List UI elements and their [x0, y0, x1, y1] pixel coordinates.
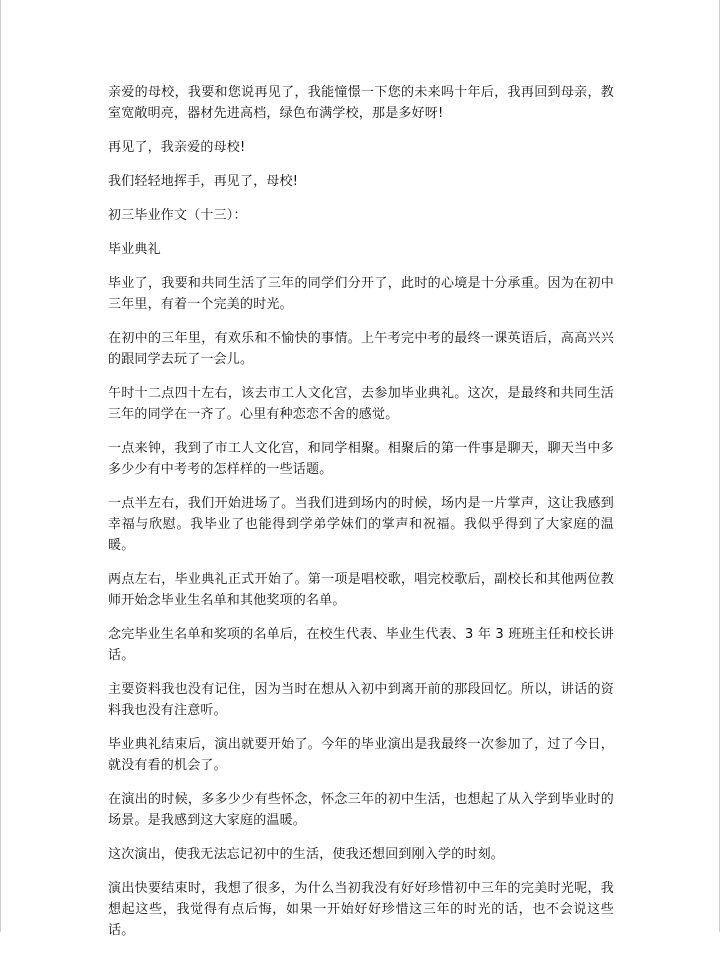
document-body	[108, 82, 614, 954]
paragraph-noon: 午时十二点四十左右，该去市工人文化宫，去参加毕业典礼。这次，是最终和共同生活三年的同学在一齐了。心里有种恋恋不舍的感觉。	[108, 386, 614, 422]
paragraph-regret: 演出快要结束时，我想了很多，为什么当初我没有好好珍惜初中三年的完美时光呢，我想起这些，我觉得有点后悔，如果一开始好好珍惜这三年的时光的话，也不会说这些话。	[108, 881, 614, 938]
paragraph-entering: 一点半左右，我们开始进场了。当我们进到场内的时候，场内是一片掌声，这让我感到幸福与欣慰。我毕业了也能得到学弟学妹们的掌声和祝福。我似乎得到了大家庭的温暖。	[108, 496, 614, 553]
essay-title: 毕业典礼	[108, 242, 161, 257]
paragraph-farewell-future: 亲爱的母校，我要和您说再见了，我能憧憬一下您的未来吗十年后，我再回到母亲，教室宽敞明亮，器材先进高档，绿色布满学校，那是多好呀!	[108, 85, 614, 121]
paragraph-memories: 主要资料我也没有记住，因为当时在想从入初中到离开前的那段回忆。所以，讲话的资料我也没有注意听。	[108, 682, 614, 718]
paragraph-three-years: 在初中的三年里，有欢乐和不愉快的事情。上午考完中考的最终一课英语后，高高兴兴的跟同学去玩了一会儿。	[108, 331, 614, 367]
paragraph-graduated: 毕业了，我要和共同生活了三年的同学们分开了，此时的心境是十分承重。因为在初中三年里，有着一个完美的时光。	[108, 276, 614, 312]
paragraph-nostalgia: 在演出的时候，多多少少有些怀念，怀念三年的初中生活，也想起了从入学到毕业时的场景。是我感到这大家庭的温暖。	[108, 792, 614, 828]
paragraph-unforgettable: 这次演出，使我无法忘记初中的生活，使我还想回到刚入学的时刻。	[108, 847, 505, 862]
paragraph-one-oclock: 一点来钟，我到了市工人文化宫，和同学相聚。相聚后的第一件事是聊天，聊天当中多多少少有中考考的怎样样的一些话题。	[108, 441, 614, 477]
paragraph-ceremony-start: 两点左右，毕业典礼正式开始了。第一项是唱校歌，唱完校歌后，副校长和其他两位教师开始念毕业生名单和其他奖项的名单。	[108, 572, 614, 608]
essay-heading: 初三毕业作文（十三）：	[108, 208, 247, 223]
paragraph-performance: 毕业典礼结束后，演出就要开始了。今年的毕业演出是我最终一次参加了，过了今日，就没有看的机会了。	[108, 737, 614, 773]
paragraph-wave-goodbye: 我们轻轻地挥手，再见了，母校!	[108, 174, 299, 189]
paragraph-speeches: 念完毕业生名单和奖项的名单后，在校生代表、毕业生代表、3 年 3 班班主任和校长讲话。	[108, 627, 614, 663]
paragraph-goodbye-school: 再见了，我亲爱的母校!	[108, 140, 246, 155]
